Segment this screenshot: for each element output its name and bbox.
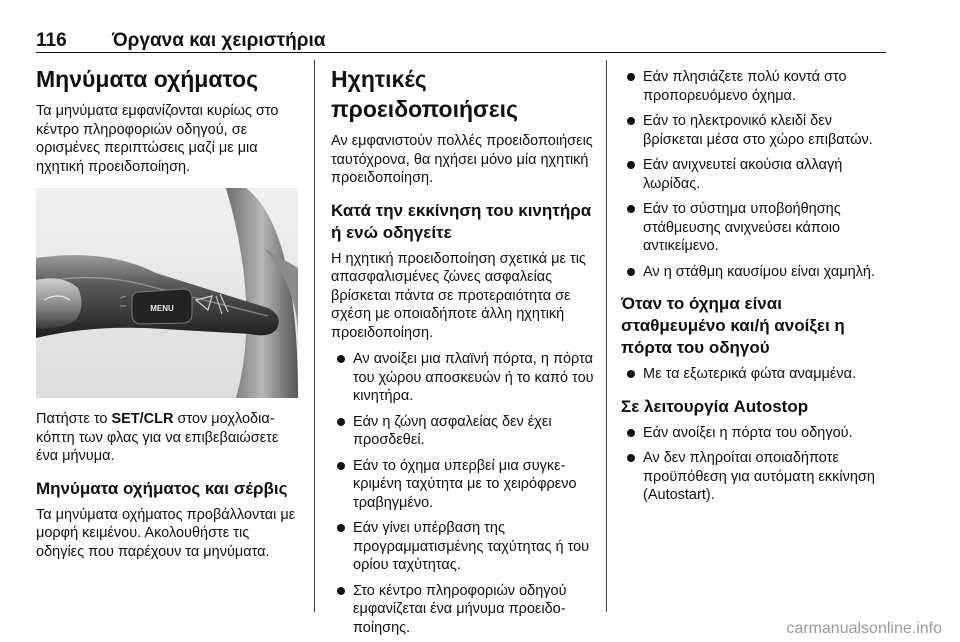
bullet-icon xyxy=(627,454,635,462)
chapter-title: Όργανα και χειριστήρια xyxy=(112,30,326,51)
bullet-icon xyxy=(627,205,635,213)
page-header xyxy=(36,30,886,52)
set-clr-caption xyxy=(36,410,298,466)
list-item: Εάν ανιχνευτεί ακούσια αλλαγή λωρίδας. xyxy=(621,156,891,193)
watermark: carmanualsonline.info xyxy=(786,620,942,637)
list-item: Στο κέντρο πληροφοριών οδηγού εμφανίζεται ένα μήνυμα προειδοποίησης. xyxy=(331,582,596,638)
audible-warnings-intro: Αν εμφανιστούν πολλές προειδοποιήσεις ταυτόχρονα, θα ηχήσει μόνο μία ηχητική προειδοποίηση. xyxy=(331,133,593,186)
engine-start-heading: Κατά την εκκίνηση του κινητήρα ή ενώ οδηγείτε xyxy=(331,200,592,242)
parked-vehicle-heading: Όταν το όχημα είναι σταθμευμένο και/ή ανοίξει η πόρτα του οδηγού xyxy=(621,294,845,357)
bullet-icon xyxy=(627,73,635,81)
list-item: Εάν το σύστημα υποβοήθησης στάθμευσης ανιχνεύσει κάποιο αντικείμενο. xyxy=(621,200,891,256)
vehicle-messages-heading: Μηνύματα οχήματος xyxy=(36,66,259,92)
list-item: Εάν γίνει υπέρβαση της προγραμματισμένης ταχύτητας ή του ορίου ταχύτητας. xyxy=(331,519,596,575)
bullet-icon xyxy=(627,161,635,169)
warning-conditions-list xyxy=(331,350,596,637)
caption-pre: Πατήστε το xyxy=(36,411,112,427)
list-item: Με τα εξωτερικά φώτα αναμμένα. xyxy=(621,365,891,384)
header-divider xyxy=(36,52,886,53)
service-messages-heading: Μηνύματα οχήματος και σέρβις xyxy=(36,478,288,498)
vehicle-messages-intro: Τα μηνύματα εμφανίζονται κυρίως στο κέντρο πληροφοριών οδηγού, σε ορισμένες περιπτώσεις μαζί με μια ηχητική προειδοποίηση. xyxy=(36,103,279,175)
column-divider-2 xyxy=(606,60,607,612)
parked-conditions-list xyxy=(621,365,891,384)
bullet-icon xyxy=(627,370,635,378)
column-2 xyxy=(331,60,596,642)
list-item: Εάν η ζώνη ασφαλείας δεν έχει προσδεθεί. xyxy=(331,413,596,450)
bullet-icon xyxy=(627,429,635,437)
bullet-icon xyxy=(337,355,345,363)
list-item: Εάν το ηλεκτρονικό κλειδί δεν βρίσκεται μέσα στο χώρο επιβατών. xyxy=(621,112,891,149)
list-item: Εάν ανοίξει η πόρτα του οδηγού. xyxy=(621,424,891,443)
indicator-stalk-figure xyxy=(36,188,298,398)
list-item: Αν δεν πληροίται οποιαδήποτε προϋπόθεση για αυτόματη εκκίνηση (Autostart). xyxy=(621,449,891,505)
autostop-conditions-list xyxy=(621,424,891,505)
column-3 xyxy=(621,60,891,512)
column-divider-1 xyxy=(314,60,315,612)
bullet-icon xyxy=(337,524,345,532)
bullet-icon xyxy=(627,268,635,276)
set-clr-label: SET/CLR xyxy=(111,411,174,427)
list-item: Εάν πλησιάζετε πολύ κοντά στο προπορευόμενο όχημα. xyxy=(621,68,891,105)
bullet-icon xyxy=(337,587,345,595)
bullet-icon xyxy=(627,117,635,125)
audible-warnings-heading: Ηχητικές προειδοποιήσεις xyxy=(331,66,519,122)
caption-post: στον μοχλοδιακόπτη των φλας για να επιβεβαιώσετε ένα μήνυμα. xyxy=(36,411,279,464)
autostop-heading: Σε λειτουργία Autostop xyxy=(621,396,809,416)
seatbelt-priority-text: Η ηχητική προειδοποίηση σχετικά με τις απασφαλισμένες ζώνες ασφαλείας βρίσκεται πάντα σε προτεραιότητα σε σχέση με οποιαδήποτε άλλη ηχητική προειδοποίηση. xyxy=(331,250,586,341)
indicator-stalk-illustration xyxy=(36,188,298,398)
service-messages-text: Τα μηνύματα οχήματος προβάλλονται με μορφή κειμένου. Ακολουθήστε τις οδηγίες που παρέχουν τα μηνύματα. xyxy=(36,506,296,560)
list-item: Εάν το όχημα υπερβεί μια συγκεκριμένη ταχύτητα με το χειρόφρενο τραβηγμένο. xyxy=(331,457,596,513)
warning-conditions-list-continued xyxy=(621,68,891,281)
bullet-icon xyxy=(337,462,345,470)
menu-button-label: MENU xyxy=(150,304,174,313)
list-item: Αν ανοίξει μια πλαϊνή πόρτα, η πόρτα του χώρου αποσκευών ή το καπό του κινητήρα. xyxy=(331,350,596,406)
bullet-icon xyxy=(337,418,345,426)
column-1 xyxy=(36,60,298,569)
list-item: Αν η στάθμη καυσίμου είναι χαμηλή. xyxy=(621,263,891,282)
page-number: 116 xyxy=(36,30,67,51)
